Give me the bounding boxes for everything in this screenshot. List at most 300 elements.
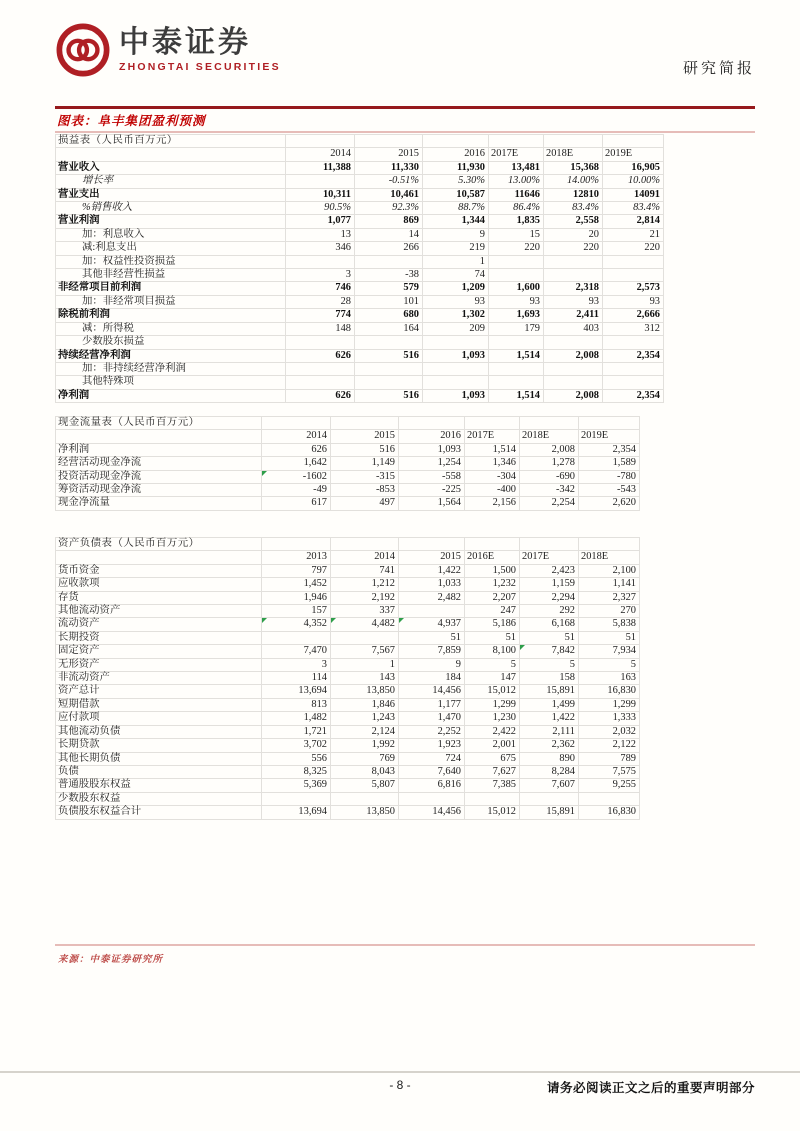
- cell-value: 220: [489, 242, 544, 255]
- cell-value: 93: [603, 295, 664, 308]
- empty-cell: [56, 551, 262, 564]
- cell-value: 7,640: [399, 765, 465, 778]
- cell-value: 14091: [603, 188, 664, 201]
- year-header: 2017E: [520, 551, 579, 564]
- cell-value: 312: [603, 322, 664, 335]
- cell-value: 2,354: [603, 389, 664, 402]
- cell-value: 2,327: [579, 591, 640, 604]
- table-title: 资产负债表（人民币百万元）: [56, 538, 262, 551]
- cell-value: 15,012: [465, 685, 520, 698]
- cell-value: 209: [423, 322, 489, 335]
- row-label: 应收款项: [56, 578, 262, 591]
- cell-value: 1,141: [579, 578, 640, 591]
- cell-value: 2,008: [544, 349, 603, 362]
- cell-value: 1,209: [423, 282, 489, 295]
- cell-value: 1,452: [262, 578, 331, 591]
- cell-value: -690: [520, 470, 579, 483]
- year-header: 2014: [262, 430, 331, 443]
- cell-value: 2,294: [520, 591, 579, 604]
- excel-flag-icon: [262, 471, 267, 476]
- cell-value: 1,835: [489, 215, 544, 228]
- cell-value: [286, 175, 355, 188]
- cell-value: 2,100: [579, 564, 640, 577]
- year-header: 2017E: [489, 148, 544, 161]
- row-label: 加：利息收入: [56, 228, 286, 241]
- cell-value: 93: [423, 295, 489, 308]
- cell-value: [520, 792, 579, 805]
- cell-value: 1,514: [489, 389, 544, 402]
- empty-cell: [544, 135, 603, 148]
- cell-value: 2,620: [579, 497, 640, 510]
- header-divider: [55, 106, 755, 109]
- row-label: 营业支出: [56, 188, 286, 201]
- row-label: 流动资产: [56, 618, 262, 631]
- cell-value: 13,850: [331, 806, 399, 819]
- cell-value: 157: [262, 605, 331, 618]
- cell-value: 2,122: [579, 739, 640, 752]
- row-label: 营业收入: [56, 161, 286, 174]
- cell-value: 869: [355, 215, 423, 228]
- cell-value: 13: [286, 228, 355, 241]
- cell-value: [286, 336, 355, 349]
- cell-value: 617: [262, 497, 331, 510]
- cell-value: 16,905: [603, 161, 664, 174]
- cell-value: 1,589: [579, 457, 640, 470]
- row-label: 资产总计: [56, 685, 262, 698]
- cell-value: 83.4%: [544, 202, 603, 215]
- cell-value: [355, 362, 423, 375]
- cell-value: 403: [544, 322, 603, 335]
- cell-value: 92.3%: [355, 202, 423, 215]
- row-label: 负债: [56, 765, 262, 778]
- cell-value: 680: [355, 309, 423, 322]
- cell-value: [603, 362, 664, 375]
- row-label: 少数股东权益: [56, 792, 262, 805]
- cell-value: 626: [286, 349, 355, 362]
- year-header: 2019E: [603, 148, 664, 161]
- cell-value: 3,702: [262, 739, 331, 752]
- cell-value: 51: [399, 631, 465, 644]
- cell-value: 1,333: [579, 712, 640, 725]
- cell-value: 3: [262, 658, 331, 671]
- cell-value: 2,318: [544, 282, 603, 295]
- cell-value: 83.4%: [603, 202, 664, 215]
- cell-value: 890: [520, 752, 579, 765]
- cell-value: 5,186: [465, 618, 520, 631]
- row-label: 筹资活动现金净流: [56, 484, 262, 497]
- year-header: 2017E: [465, 430, 520, 443]
- cell-value: 1,254: [399, 457, 465, 470]
- cell-value: 1,721: [262, 725, 331, 738]
- cell-value: 2,001: [465, 739, 520, 752]
- row-label: 长期贷款: [56, 739, 262, 752]
- cell-value: [603, 269, 664, 282]
- cell-value: 6,168: [520, 618, 579, 631]
- cell-value: -400: [465, 484, 520, 497]
- row-label: 营业利润: [56, 215, 286, 228]
- row-label: 投资活动现金净流: [56, 470, 262, 483]
- cell-value: 516: [331, 443, 399, 456]
- cell-value: -342: [520, 484, 579, 497]
- cell-value: 4,482: [331, 618, 399, 631]
- cell-value: 9: [399, 658, 465, 671]
- cell-value: -0.51%: [355, 175, 423, 188]
- cell-value: 90.5%: [286, 202, 355, 215]
- cell-value: 2,207: [465, 591, 520, 604]
- row-label: 固定资产: [56, 645, 262, 658]
- cell-value: 114: [262, 672, 331, 685]
- excel-flag-icon: [520, 645, 525, 650]
- cell-value: 1,230: [465, 712, 520, 725]
- cell-value: 2,111: [520, 725, 579, 738]
- year-header: 2015: [399, 551, 465, 564]
- report-type-label: 研究简报: [682, 61, 755, 77]
- cell-value: [544, 255, 603, 268]
- source-divider: [55, 944, 755, 946]
- cell-value: 741: [331, 564, 399, 577]
- cell-value: 2,666: [603, 309, 664, 322]
- row-label: 货币资金: [56, 564, 262, 577]
- cell-value: 13,694: [262, 685, 331, 698]
- cell-value: 2,814: [603, 215, 664, 228]
- cell-value: 813: [262, 698, 331, 711]
- cell-value: 5,838: [579, 618, 640, 631]
- cell-value: 2,254: [520, 497, 579, 510]
- year-header: 2016: [423, 148, 489, 161]
- empty-cell: [579, 538, 640, 551]
- cash-flow-table: [55, 416, 640, 511]
- cell-value: [489, 336, 544, 349]
- cell-value: 1,500: [465, 564, 520, 577]
- cell-value: 516: [355, 349, 423, 362]
- cell-value: 15,891: [520, 806, 579, 819]
- cell-value: 1,946: [262, 591, 331, 604]
- cell-value: 11,930: [423, 161, 489, 174]
- cell-value: [399, 792, 465, 805]
- cell-value: 1,564: [399, 497, 465, 510]
- empty-cell: [331, 417, 399, 430]
- cell-value: 11646: [489, 188, 544, 201]
- cell-value: 1,693: [489, 309, 544, 322]
- cell-value: 20: [544, 228, 603, 241]
- row-label: 其他非经营性损益: [56, 269, 286, 282]
- cell-value: -853: [331, 484, 399, 497]
- cell-value: 2,573: [603, 282, 664, 295]
- cell-value: 2,422: [465, 725, 520, 738]
- year-header: 2016E: [465, 551, 520, 564]
- cell-value: 1,232: [465, 578, 520, 591]
- cell-value: 626: [262, 443, 331, 456]
- cell-value: 8,100: [465, 645, 520, 658]
- cell-value: 2,354: [579, 443, 640, 456]
- cell-value: 7,934: [579, 645, 640, 658]
- cell-value: 10,587: [423, 188, 489, 201]
- cell-value: [603, 336, 664, 349]
- cell-value: 179: [489, 322, 544, 335]
- row-label: 加：非经常项目损益: [56, 295, 286, 308]
- cell-value: 11,330: [355, 161, 423, 174]
- row-label: 其他长期负债: [56, 752, 262, 765]
- zhongtai-logo: [55, 22, 281, 78]
- cell-value: 1,422: [399, 564, 465, 577]
- cell-value: 516: [355, 389, 423, 402]
- cell-value: 15,012: [465, 806, 520, 819]
- footer-disclaimer: 请务必阅读正文之后的重要声明部分: [546, 1081, 755, 1095]
- cell-value: 7,627: [465, 765, 520, 778]
- cell-value: 10,311: [286, 188, 355, 201]
- cell-value: 1,243: [331, 712, 399, 725]
- cell-value: [489, 269, 544, 282]
- row-label: 减:利息支出: [56, 242, 286, 255]
- footer-divider: [0, 1071, 800, 1073]
- year-header: 2015: [355, 148, 423, 161]
- cell-value: 14: [355, 228, 423, 241]
- empty-cell: [489, 135, 544, 148]
- cell-value: 1,422: [520, 712, 579, 725]
- cell-value: 497: [331, 497, 399, 510]
- cell-value: [465, 792, 520, 805]
- cell-value: 7,842: [520, 645, 579, 658]
- empty-cell: [56, 148, 286, 161]
- cell-value: [423, 362, 489, 375]
- cell-value: [544, 336, 603, 349]
- excel-flag-icon: [399, 618, 404, 623]
- cell-value: [544, 362, 603, 375]
- cell-value: 13,481: [489, 161, 544, 174]
- cell-value: [355, 255, 423, 268]
- year-header: 2014: [286, 148, 355, 161]
- cell-value: 2,008: [544, 389, 603, 402]
- cell-value: 5: [579, 658, 640, 671]
- cell-value: 8,043: [331, 765, 399, 778]
- row-label: 其他特殊项: [56, 376, 286, 389]
- cell-value: 1,159: [520, 578, 579, 591]
- cell-value: 13.00%: [489, 175, 544, 188]
- cell-value: 13,694: [262, 806, 331, 819]
- title-underline: [55, 131, 755, 133]
- logo-name-en: ZHONGTAI SECURITIES: [119, 61, 281, 73]
- row-label: 增长率: [56, 175, 286, 188]
- cell-value: [286, 255, 355, 268]
- row-label: 短期借款: [56, 698, 262, 711]
- cell-value: 93: [544, 295, 603, 308]
- cell-value: 184: [399, 672, 465, 685]
- cell-value: 2,192: [331, 591, 399, 604]
- row-label: 负债股东权益合计: [56, 806, 262, 819]
- cell-value: [544, 376, 603, 389]
- empty-cell: [331, 538, 399, 551]
- cell-value: [579, 792, 640, 805]
- cell-value: -315: [331, 470, 399, 483]
- cell-value: 1: [423, 255, 489, 268]
- cell-value: 1,642: [262, 457, 331, 470]
- cell-value: 2,411: [544, 309, 603, 322]
- cell-value: -543: [579, 484, 640, 497]
- cell-value: 1,499: [520, 698, 579, 711]
- table-title: 现金流量表（人民币百万元）: [56, 417, 262, 430]
- cell-value: 774: [286, 309, 355, 322]
- empty-cell: [465, 538, 520, 551]
- empty-cell: [56, 430, 262, 443]
- cell-value: 5.30%: [423, 175, 489, 188]
- cell-value: [489, 376, 544, 389]
- cell-value: 220: [603, 242, 664, 255]
- cell-value: [331, 792, 399, 805]
- row-label: 非流动资产: [56, 672, 262, 685]
- cell-value: 2,156: [465, 497, 520, 510]
- cell-value: 147: [465, 672, 520, 685]
- row-label: %销售收入: [56, 202, 286, 215]
- cell-value: 1,344: [423, 215, 489, 228]
- cell-value: 15,891: [520, 685, 579, 698]
- cell-value: [331, 631, 399, 644]
- empty-cell: [603, 135, 664, 148]
- year-header: 2014: [331, 551, 399, 564]
- cell-value: 346: [286, 242, 355, 255]
- cell-value: [355, 376, 423, 389]
- cell-value: 1,077: [286, 215, 355, 228]
- year-header: 2016: [399, 430, 465, 443]
- cell-value: 7,567: [331, 645, 399, 658]
- cell-value: 1,302: [423, 309, 489, 322]
- cell-value: 14.00%: [544, 175, 603, 188]
- cell-value: 675: [465, 752, 520, 765]
- cell-value: 163: [579, 672, 640, 685]
- cell-value: 2,558: [544, 215, 603, 228]
- zhongtai-emblem-icon: [55, 22, 111, 78]
- cell-value: 16,830: [579, 685, 640, 698]
- excel-flag-icon: [331, 618, 336, 623]
- year-header: 2018E: [520, 430, 579, 443]
- cell-value: 93: [489, 295, 544, 308]
- cell-value: 14,456: [399, 806, 465, 819]
- row-label: 加：权益性投资损益: [56, 255, 286, 268]
- figure-title: 图表：阜丰集团盈利预测: [57, 114, 206, 128]
- cell-value: 797: [262, 564, 331, 577]
- cell-value: 1,093: [423, 389, 489, 402]
- cell-value: 9,255: [579, 779, 640, 792]
- cell-value: 220: [544, 242, 603, 255]
- cell-value: 9: [423, 228, 489, 241]
- cell-value: 1,278: [520, 457, 579, 470]
- cell-value: [262, 631, 331, 644]
- cell-value: 13,850: [331, 685, 399, 698]
- cell-value: 10,461: [355, 188, 423, 201]
- year-header: 2019E: [579, 430, 640, 443]
- cell-value: 7,575: [579, 765, 640, 778]
- row-label: 非经常项目前利润: [56, 282, 286, 295]
- cell-value: 789: [579, 752, 640, 765]
- balance-sheet-table: [55, 537, 640, 820]
- empty-cell: [579, 417, 640, 430]
- cell-value: -780: [579, 470, 640, 483]
- cell-value: 74: [423, 269, 489, 282]
- cell-value: -49: [262, 484, 331, 497]
- cell-value: 4,352: [262, 618, 331, 631]
- cell-value: 3: [286, 269, 355, 282]
- logo-name-cn: 中泰证券: [119, 26, 251, 59]
- source-note: 来源：中泰证券研究所: [58, 955, 164, 965]
- cell-value: 1,470: [399, 712, 465, 725]
- cell-value: 14,456: [399, 685, 465, 698]
- row-label: 普通股股东权益: [56, 779, 262, 792]
- cell-value: 15,368: [544, 161, 603, 174]
- cell-value: -558: [399, 470, 465, 483]
- cell-value: 5,369: [262, 779, 331, 792]
- cell-value: 1,514: [465, 443, 520, 456]
- cell-value: 88.7%: [423, 202, 489, 215]
- cell-value: 556: [262, 752, 331, 765]
- cell-value: 2,032: [579, 725, 640, 738]
- cell-value: 1,923: [399, 739, 465, 752]
- cell-value: 769: [331, 752, 399, 765]
- cell-value: 5: [520, 658, 579, 671]
- page-number: - 8 -: [389, 1078, 411, 1092]
- row-label: 应付款项: [56, 712, 262, 725]
- cell-value: 2,252: [399, 725, 465, 738]
- cell-value: 1,299: [579, 698, 640, 711]
- row-label: 净利润: [56, 443, 262, 456]
- cell-value: 1,482: [262, 712, 331, 725]
- row-label: 少数股东损益: [56, 336, 286, 349]
- cell-value: 6,816: [399, 779, 465, 792]
- cell-value: [286, 362, 355, 375]
- year-header: 2015: [331, 430, 399, 443]
- cell-value: 2,423: [520, 564, 579, 577]
- cell-value: 1,093: [423, 349, 489, 362]
- cell-value: 579: [355, 282, 423, 295]
- row-label: 长期投资: [56, 631, 262, 644]
- row-label: 加：非持续经营净利润: [56, 362, 286, 375]
- cell-value: 247: [465, 605, 520, 618]
- cell-value: -38: [355, 269, 423, 282]
- excel-flag-icon: [262, 618, 267, 623]
- cell-value: 4,937: [399, 618, 465, 631]
- cell-value: [355, 336, 423, 349]
- cell-value: -304: [465, 470, 520, 483]
- row-label: 持续经营净利润: [56, 349, 286, 362]
- empty-cell: [520, 417, 579, 430]
- cell-value: 158: [520, 672, 579, 685]
- cell-value: 746: [286, 282, 355, 295]
- cell-value: 15: [489, 228, 544, 241]
- cell-value: 1,177: [399, 698, 465, 711]
- empty-cell: [262, 417, 331, 430]
- cell-value: 7,859: [399, 645, 465, 658]
- cell-value: 2,124: [331, 725, 399, 738]
- cell-value: [286, 376, 355, 389]
- cell-value: 2,362: [520, 739, 579, 752]
- cell-value: 51: [579, 631, 640, 644]
- cell-value: 2,482: [399, 591, 465, 604]
- cell-value: 1,299: [465, 698, 520, 711]
- cell-value: 10.00%: [603, 175, 664, 188]
- cell-value: 219: [423, 242, 489, 255]
- cell-value: 266: [355, 242, 423, 255]
- logo-text: [119, 27, 281, 73]
- cell-value: 2,354: [603, 349, 664, 362]
- row-label: 无形资产: [56, 658, 262, 671]
- cell-value: -225: [399, 484, 465, 497]
- cell-value: 292: [520, 605, 579, 618]
- year-header: 2018E: [579, 551, 640, 564]
- cell-value: [544, 269, 603, 282]
- cell-value: 21: [603, 228, 664, 241]
- empty-cell: [262, 538, 331, 551]
- row-label: 除税前利润: [56, 309, 286, 322]
- income-statement-table: [55, 134, 664, 403]
- cell-value: 1,093: [399, 443, 465, 456]
